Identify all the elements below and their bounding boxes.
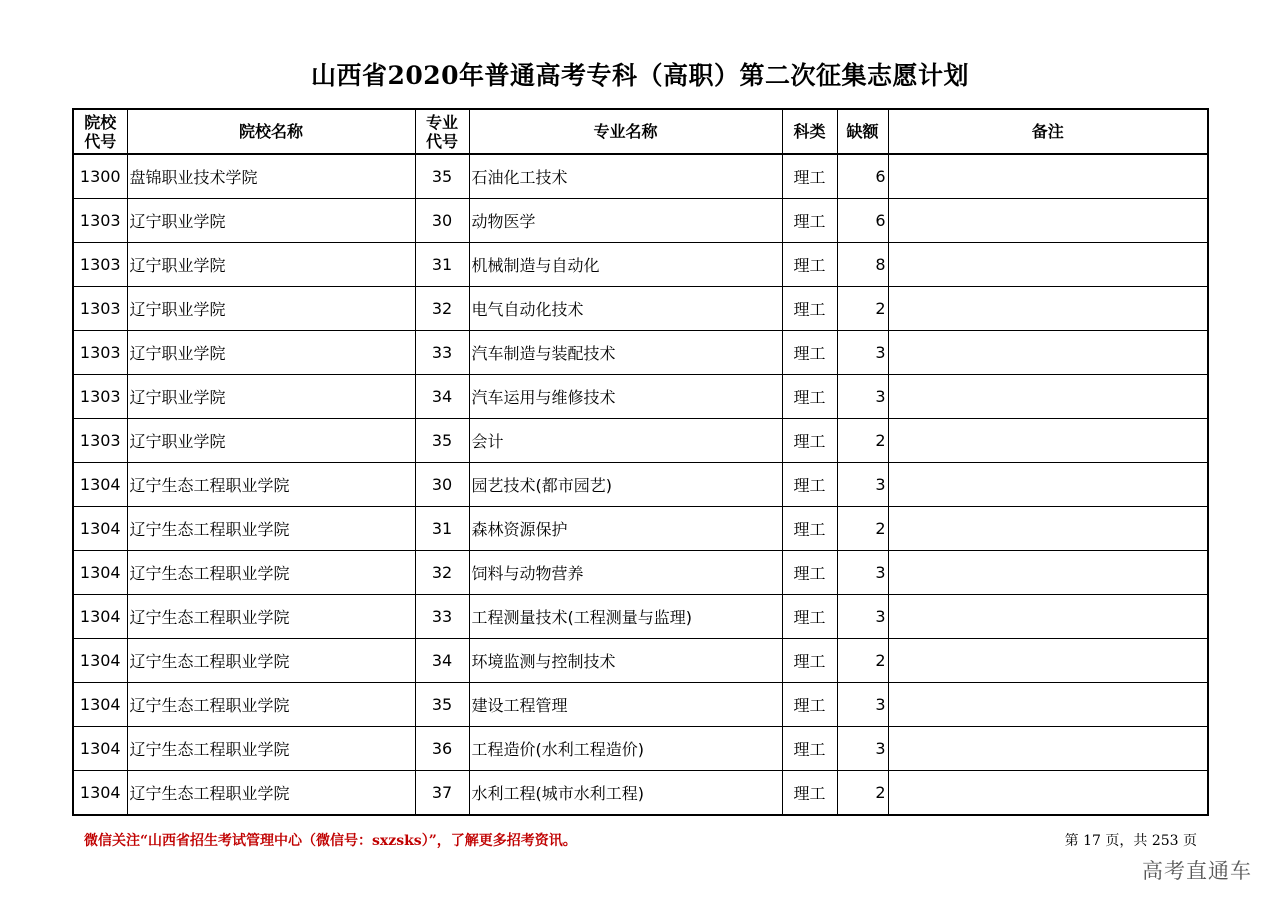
cell-vacancies: 3 bbox=[837, 551, 888, 595]
wechat-notice: 微信关注“山西省招生考试管理中心（微信号：sxzsks）”，了解更多招考资讯。 bbox=[84, 833, 577, 849]
cell-notes bbox=[888, 771, 1208, 816]
cell-major-name: 森林资源保护 bbox=[469, 507, 782, 551]
cell-school-name: 辽宁生态工程职业学院 bbox=[127, 551, 415, 595]
cell-school-code: 1304 bbox=[73, 727, 127, 771]
cell-notes bbox=[888, 683, 1208, 727]
header-school-name: 院校名称 bbox=[127, 109, 415, 154]
cell-notes bbox=[888, 243, 1208, 287]
header-major-code: 专业 代号 bbox=[415, 109, 469, 154]
cell-school-name: 辽宁职业学院 bbox=[127, 331, 415, 375]
cell-school-code: 1304 bbox=[73, 507, 127, 551]
cell-major-code: 34 bbox=[415, 639, 469, 683]
cell-major-name: 汽车制造与装配技术 bbox=[469, 331, 782, 375]
table-row bbox=[73, 331, 1208, 375]
table-row bbox=[73, 154, 1208, 199]
cell-major-code: 34 bbox=[415, 375, 469, 419]
cell-major-name: 环境监测与控制技术 bbox=[469, 639, 782, 683]
cell-school-name: 辽宁职业学院 bbox=[127, 375, 415, 419]
cell-notes bbox=[888, 154, 1208, 199]
cell-major-code: 30 bbox=[415, 463, 469, 507]
cell-notes bbox=[888, 331, 1208, 375]
cell-school-code: 1300 bbox=[73, 154, 127, 199]
cell-vacancies: 8 bbox=[837, 243, 888, 287]
cell-notes bbox=[888, 727, 1208, 771]
table-row bbox=[73, 199, 1208, 243]
cell-major-code: 35 bbox=[415, 419, 469, 463]
cell-school-code: 1304 bbox=[73, 771, 127, 816]
cell-category: 理工 bbox=[782, 727, 837, 771]
cell-category: 理工 bbox=[782, 331, 837, 375]
cell-school-code: 1303 bbox=[73, 199, 127, 243]
cell-category: 理工 bbox=[782, 463, 837, 507]
table-row bbox=[73, 463, 1208, 507]
cell-major-name: 电气自动化技术 bbox=[469, 287, 782, 331]
header-category: 科类 bbox=[782, 109, 837, 154]
cell-vacancies: 3 bbox=[837, 331, 888, 375]
cell-category: 理工 bbox=[782, 199, 837, 243]
cell-category: 理工 bbox=[782, 683, 837, 727]
table-row bbox=[73, 683, 1208, 727]
header-school-code: 院校 代号 bbox=[73, 109, 127, 154]
cell-notes bbox=[888, 507, 1208, 551]
cell-major-name: 动物医学 bbox=[469, 199, 782, 243]
table-header-row bbox=[73, 109, 1208, 154]
cell-school-name: 辽宁生态工程职业学院 bbox=[127, 507, 415, 551]
cell-school-code: 1303 bbox=[73, 243, 127, 287]
cell-school-name: 辽宁职业学院 bbox=[127, 199, 415, 243]
watermark-text: 高考直通车 bbox=[1142, 859, 1252, 883]
cell-school-name: 辽宁生态工程职业学院 bbox=[127, 771, 415, 816]
cell-category: 理工 bbox=[782, 771, 837, 816]
cell-vacancies: 3 bbox=[837, 375, 888, 419]
table-row bbox=[73, 639, 1208, 683]
cell-category: 理工 bbox=[782, 639, 837, 683]
cell-major-code: 35 bbox=[415, 683, 469, 727]
cell-major-code: 35 bbox=[415, 154, 469, 199]
cell-vacancies: 2 bbox=[837, 287, 888, 331]
cell-major-code: 31 bbox=[415, 243, 469, 287]
cell-vacancies: 6 bbox=[837, 199, 888, 243]
cell-school-name: 辽宁职业学院 bbox=[127, 243, 415, 287]
cell-major-code: 33 bbox=[415, 331, 469, 375]
cell-school-name: 辽宁生态工程职业学院 bbox=[127, 595, 415, 639]
cell-category: 理工 bbox=[782, 551, 837, 595]
cell-notes bbox=[888, 595, 1208, 639]
cell-major-name: 水利工程(城市水利工程) bbox=[469, 771, 782, 816]
cell-notes bbox=[888, 639, 1208, 683]
cell-major-code: 36 bbox=[415, 727, 469, 771]
table-row bbox=[73, 551, 1208, 595]
cell-school-code: 1304 bbox=[73, 595, 127, 639]
cell-school-name: 辽宁职业学院 bbox=[127, 419, 415, 463]
admission-plan-table bbox=[72, 108, 1209, 816]
cell-school-code: 1304 bbox=[73, 639, 127, 683]
cell-school-name: 辽宁生态工程职业学院 bbox=[127, 639, 415, 683]
cell-school-name: 辽宁生态工程职业学院 bbox=[127, 727, 415, 771]
cell-category: 理工 bbox=[782, 154, 837, 199]
cell-major-name: 饲料与动物营养 bbox=[469, 551, 782, 595]
cell-major-name: 汽车运用与维修技术 bbox=[469, 375, 782, 419]
cell-category: 理工 bbox=[782, 375, 837, 419]
table-row bbox=[73, 375, 1208, 419]
cell-category: 理工 bbox=[782, 419, 837, 463]
cell-school-code: 1304 bbox=[73, 683, 127, 727]
cell-notes bbox=[888, 199, 1208, 243]
cell-vacancies: 2 bbox=[837, 639, 888, 683]
cell-vacancies: 3 bbox=[837, 683, 888, 727]
cell-category: 理工 bbox=[782, 595, 837, 639]
cell-major-name: 园艺技术(都市园艺) bbox=[469, 463, 782, 507]
cell-notes bbox=[888, 375, 1208, 419]
cell-notes bbox=[888, 419, 1208, 463]
cell-category: 理工 bbox=[782, 507, 837, 551]
cell-major-code: 32 bbox=[415, 287, 469, 331]
cell-major-name: 石油化工技术 bbox=[469, 154, 782, 199]
table-row bbox=[73, 507, 1208, 551]
cell-vacancies: 3 bbox=[837, 727, 888, 771]
header-vacancies: 缺额 bbox=[837, 109, 888, 154]
cell-major-code: 33 bbox=[415, 595, 469, 639]
cell-major-name: 机械制造与自动化 bbox=[469, 243, 782, 287]
cell-school-code: 1304 bbox=[73, 551, 127, 595]
cell-vacancies: 6 bbox=[837, 154, 888, 199]
cell-school-name: 盘锦职业技术学院 bbox=[127, 154, 415, 199]
table-row bbox=[73, 419, 1208, 463]
header-major-name: 专业名称 bbox=[469, 109, 782, 154]
cell-major-code: 32 bbox=[415, 551, 469, 595]
cell-school-name: 辽宁生态工程职业学院 bbox=[127, 683, 415, 727]
cell-major-code: 31 bbox=[415, 507, 469, 551]
cell-notes bbox=[888, 287, 1208, 331]
cell-vacancies: 2 bbox=[837, 419, 888, 463]
cell-vacancies: 2 bbox=[837, 771, 888, 816]
table-row bbox=[73, 727, 1208, 771]
table-row bbox=[73, 595, 1208, 639]
cell-vacancies: 3 bbox=[837, 463, 888, 507]
cell-school-code: 1303 bbox=[73, 375, 127, 419]
cell-vacancies: 3 bbox=[837, 595, 888, 639]
cell-school-name: 辽宁职业学院 bbox=[127, 287, 415, 331]
cell-school-code: 1304 bbox=[73, 463, 127, 507]
cell-major-code: 30 bbox=[415, 199, 469, 243]
cell-major-name: 会计 bbox=[469, 419, 782, 463]
cell-category: 理工 bbox=[782, 243, 837, 287]
cell-major-name: 工程测量技术(工程测量与监理) bbox=[469, 595, 782, 639]
cell-major-name: 工程造价(水利工程造价) bbox=[469, 727, 782, 771]
cell-category: 理工 bbox=[782, 287, 837, 331]
cell-school-code: 1303 bbox=[73, 419, 127, 463]
table-body bbox=[73, 154, 1208, 815]
table-row bbox=[73, 287, 1208, 331]
table-row bbox=[73, 771, 1208, 816]
header-notes: 备注 bbox=[888, 109, 1208, 154]
cell-school-code: 1303 bbox=[73, 331, 127, 375]
cell-school-name: 辽宁生态工程职业学院 bbox=[127, 463, 415, 507]
cell-notes bbox=[888, 463, 1208, 507]
page-title: 山西省2020年普通高考专科（高职）第二次征集志愿计划 bbox=[310, 61, 970, 90]
page-number: 第 17 页，共 253 页 bbox=[1064, 833, 1197, 849]
cell-notes bbox=[888, 551, 1208, 595]
cell-school-code: 1303 bbox=[73, 287, 127, 331]
table-row bbox=[73, 243, 1208, 287]
cell-major-name: 建设工程管理 bbox=[469, 683, 782, 727]
cell-vacancies: 2 bbox=[837, 507, 888, 551]
cell-major-code: 37 bbox=[415, 771, 469, 816]
